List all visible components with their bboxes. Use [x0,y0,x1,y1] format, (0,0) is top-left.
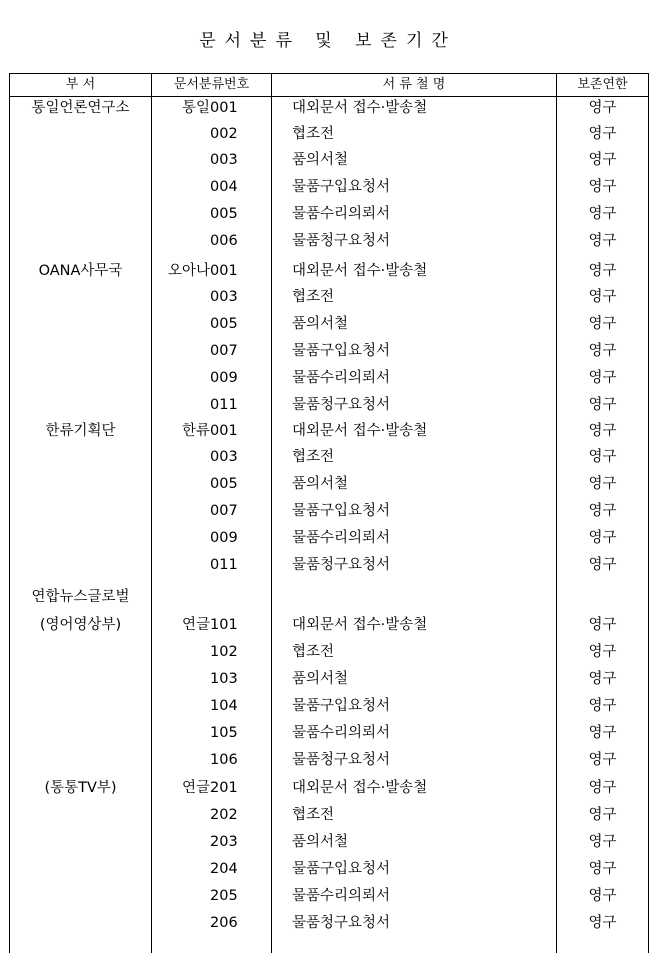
retention-period: 영구 [588,179,617,195]
code-number: 003 [210,449,238,465]
page-title: 문서분류 및 보존기간 [199,31,457,51]
retention-period: 영구 [588,316,617,332]
code-number: 004 [210,179,238,195]
dept-cell: 연합뉴스글로벌 [31,589,130,605]
code-prefix [159,228,210,254]
dept-cell [10,311,151,337]
code-number: 005 [210,316,238,332]
code-number: 001 [210,100,238,116]
retention-period: 영구 [588,206,617,222]
retention-period: 영구 [588,780,617,796]
code-prefix [159,311,210,337]
retention-period: 영구 [588,671,617,687]
code-prefix [159,498,210,524]
file-title: 협조전 [292,126,335,142]
retention-period: 영구 [588,370,617,386]
code-number: 202 [210,807,238,823]
code-prefix [159,121,210,147]
dept-cell: 한류기획단 [45,423,116,439]
file-title: 협조전 [292,644,335,660]
file-title: 대외문서 접수·발송철 [292,100,428,116]
code-prefix: 연글 [181,780,210,796]
retention-period: 영구 [588,530,617,546]
code-number: 105 [210,725,238,741]
header-period: 보존연한 [577,77,628,92]
dept-cell: 통일언론연구소 [31,100,130,116]
file-title [292,584,562,610]
code-prefix [159,883,210,909]
dept-cell [10,910,151,936]
retention-period: 영구 [588,503,617,519]
code-number [210,584,250,610]
file-title: 물품청구요청서 [292,752,391,768]
retention-period: 영구 [588,617,617,633]
file-title: 물품구입요청서 [292,698,391,714]
column-divider [271,73,272,953]
dept-cell: (영어영상부) [39,617,122,633]
code-prefix [159,284,210,310]
code-prefix [159,910,210,936]
file-title: 물품청구요청서 [292,397,391,413]
dept-cell [10,121,151,147]
retention-period: 영구 [588,289,617,305]
retention-period: 영구 [588,807,617,823]
code-number: 201 [210,780,238,796]
retention-period: 영구 [588,233,617,249]
dept-cell [10,471,151,497]
code-number: 204 [210,861,238,877]
file-title: 물품수리의뢰서 [292,888,391,904]
code-number: 011 [210,557,238,573]
header-code: 문서분류번호 [173,77,250,92]
code-number: 009 [210,370,238,386]
code-prefix: 오아나 [167,263,210,279]
code-prefix: 한류 [181,423,210,439]
dept-cell [10,392,151,418]
code-number: 001 [210,423,238,439]
dept-cell: OANA사무국 [38,263,123,279]
code-number: 001 [210,263,238,279]
code-prefix: 연글 [181,617,210,633]
dept-cell [10,693,151,719]
file-title: 협조전 [292,289,335,305]
code-prefix [159,829,210,855]
dept-cell [10,444,151,470]
dept-cell [10,883,151,909]
code-prefix [159,338,210,364]
code-number: 104 [210,698,238,714]
code-number: 103 [210,671,238,687]
retention-period: 영구 [588,915,617,931]
header-title: 서 류 철 명 [382,77,446,92]
code-prefix [159,856,210,882]
retention-period: 영구 [588,752,617,768]
dept-cell [10,802,151,828]
retention-period: 영구 [588,343,617,359]
file-title: 물품구입요청서 [292,179,391,195]
code-prefix [159,639,210,665]
retention-period: 영구 [588,152,617,168]
code-number: 007 [210,503,238,519]
retention-period: 영구 [588,644,617,660]
column-divider [151,73,152,953]
code-prefix [159,525,210,551]
retention-period: 영구 [588,263,617,279]
dept-cell [10,525,151,551]
file-title: 품의서철 [292,476,349,492]
retention-period: 영구 [588,888,617,904]
code-prefix [159,720,210,746]
retention-period: 영구 [588,861,617,877]
file-title: 협조전 [292,807,335,823]
dept-cell [10,498,151,524]
dept-cell [10,365,151,391]
code-prefix [159,444,210,470]
code-prefix [159,666,210,692]
dept-cell [10,747,151,773]
retention-period: 영구 [588,698,617,714]
code-number: 006 [210,233,238,249]
code-number: 005 [210,206,238,222]
file-title: 물품구입요청서 [292,343,391,359]
dept-cell [10,720,151,746]
code-number: 009 [210,530,238,546]
retention-period: 영구 [588,126,617,142]
code-number: 007 [210,343,238,359]
file-title: 물품구입요청서 [292,861,391,877]
retention-period: 영구 [588,834,617,850]
code-number: 106 [210,752,238,768]
dept-cell [10,284,151,310]
file-title: 품의서철 [292,671,349,687]
file-title: 물품청구요청서 [292,233,391,249]
dept-cell [10,174,151,200]
classification-table [9,73,649,953]
dept-cell [10,639,151,665]
retention-period: 영구 [588,476,617,492]
code-number: 205 [210,888,238,904]
file-title: 품의서철 [292,152,349,168]
code-number: 005 [210,476,238,492]
code-prefix [159,174,210,200]
file-title: 물품구입요청서 [292,503,391,519]
code-prefix [159,147,210,173]
dept-cell [10,338,151,364]
code-number: 206 [210,915,238,931]
code-number: 102 [210,644,238,660]
file-title: 물품수리의뢰서 [292,725,391,741]
code-prefix [159,747,210,773]
file-title: 물품수리의뢰서 [292,206,391,222]
file-title: 협조전 [292,449,335,465]
retention-period: 영구 [588,449,617,465]
retention-period [557,584,648,610]
retention-period: 영구 [588,100,617,116]
dept-cell [10,666,151,692]
file-title: 대외문서 접수·발송철 [292,780,428,796]
dept-cell [10,829,151,855]
header-dept: 부 서 [65,77,96,92]
retention-period: 영구 [588,557,617,573]
file-title: 대외문서 접수·발송철 [292,617,428,633]
code-prefix: 통일 [181,100,210,116]
code-number: 011 [210,397,238,413]
code-prefix [159,471,210,497]
dept-cell [10,856,151,882]
file-title: 품의서철 [292,834,349,850]
code-number: 101 [210,617,238,633]
file-title: 물품청구요청서 [292,915,391,931]
dept-cell [10,147,151,173]
code-prefix [159,802,210,828]
dept-cell: (통통TV부) [44,780,117,796]
dept-cell [10,201,151,227]
code-number: 003 [210,289,238,305]
code-prefix [159,365,210,391]
code-prefix [159,552,210,578]
retention-period: 영구 [588,423,617,439]
code-prefix [159,392,210,418]
dept-cell [10,552,151,578]
code-prefix [159,693,210,719]
code-prefix [159,584,210,610]
code-number: 003 [210,152,238,168]
file-title: 물품청구요청서 [292,557,391,573]
file-title: 대외문서 접수·발송철 [292,263,428,279]
dept-cell [10,228,151,254]
file-title: 물품수리의뢰서 [292,530,391,546]
table-right-border [648,73,649,953]
retention-period: 영구 [588,725,617,741]
file-title: 물품수리의뢰서 [292,370,391,386]
code-prefix [159,201,210,227]
code-number: 002 [210,126,238,142]
file-title: 품의서철 [292,316,349,332]
retention-period: 영구 [588,397,617,413]
file-title: 대외문서 접수·발송철 [292,423,428,439]
code-number: 203 [210,834,238,850]
